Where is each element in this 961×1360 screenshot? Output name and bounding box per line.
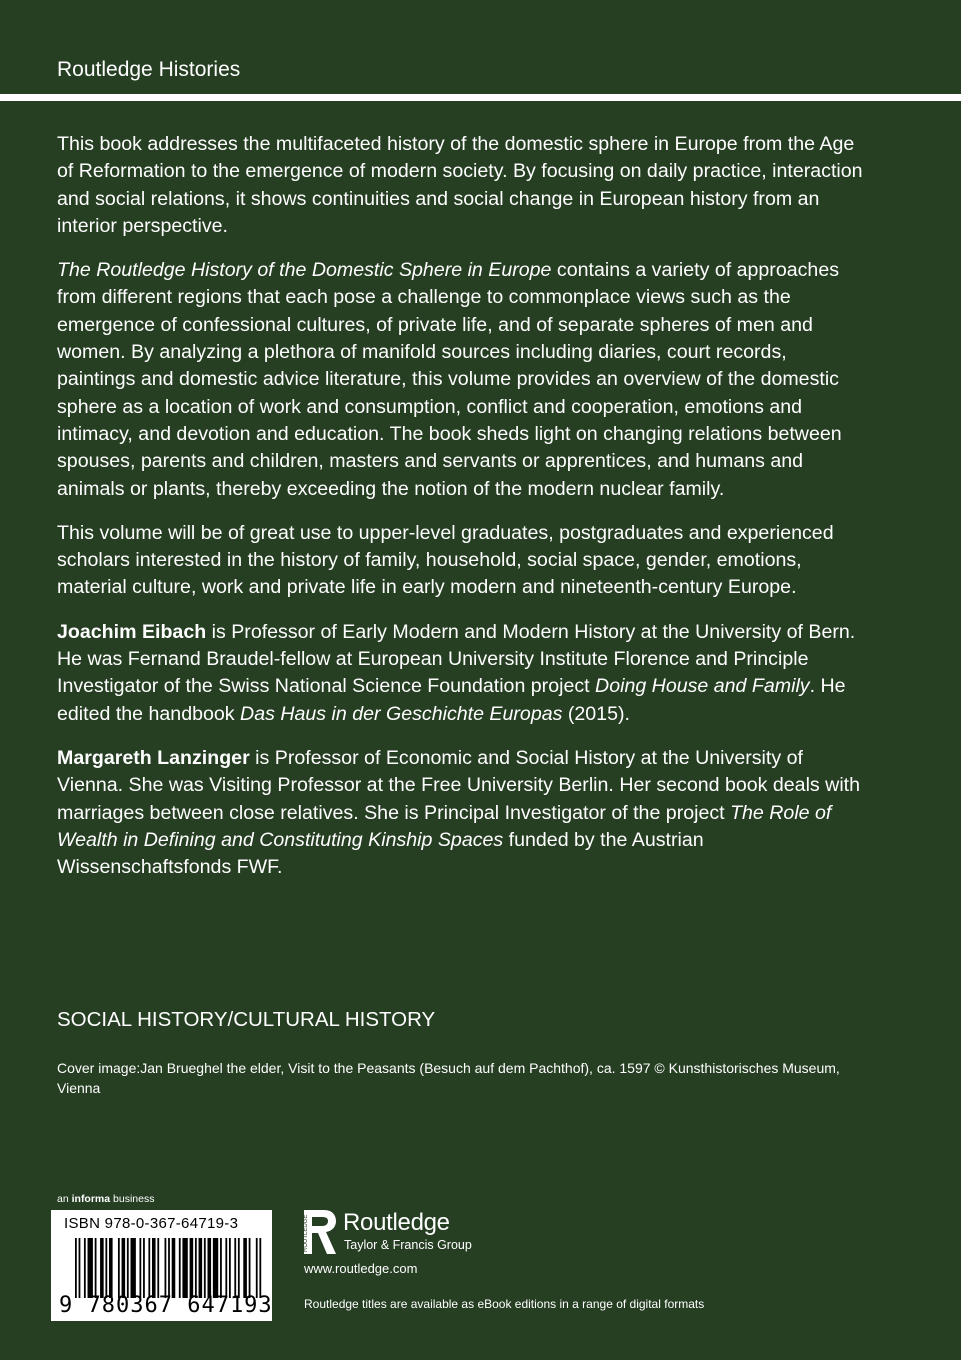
routledge-logo-icon — [302, 1208, 338, 1256]
barcode-bar — [220, 1238, 222, 1298]
barcode-bar — [190, 1238, 194, 1298]
author-bio-2 — [57, 745, 869, 881]
informa-business-tag — [57, 1192, 154, 1206]
author-bio-2-text-a: is Professor of Economic and Social History at the University of Vienna. She was Visiting Professor at the Free University Berlin. Her second book deals with marriages between close relatives. She is Principal Investigator of the project — [57, 746, 861, 824]
author-bio-1-text-c: (2015). — [562, 702, 630, 725]
back-cover-blurb — [57, 131, 869, 898]
barcode-bar — [131, 1238, 136, 1298]
barcode-bar — [256, 1238, 258, 1298]
barcode-bar — [75, 1238, 77, 1298]
barcode-bar — [79, 1238, 81, 1298]
ebook-availability-note: Routledge titles are available as eBook editions in a range of digital formats — [304, 1297, 705, 1311]
barcode-bar — [225, 1238, 227, 1298]
barcode-bar — [157, 1238, 159, 1298]
informa-brand: informa — [71, 1193, 111, 1205]
barcode-bar — [109, 1238, 113, 1298]
barcode-bar — [182, 1238, 187, 1298]
barcode-bar — [122, 1238, 126, 1298]
barcode-bar — [213, 1238, 218, 1298]
header-rule — [0, 94, 961, 101]
informa-suffix: business — [110, 1193, 155, 1205]
author-name-1: Joachim Eibach — [57, 620, 207, 643]
publisher-group: Taylor & Francis Group — [344, 1238, 472, 1252]
subject-category: SOCIAL HISTORY/CULTURAL HISTORY — [57, 1008, 436, 1031]
author-1-project: Doing House and Family — [595, 675, 810, 698]
barcode-bar — [234, 1238, 236, 1298]
author-1-handbook: Das Haus in der Geschichte Europas — [240, 702, 563, 725]
barcode-bar — [127, 1238, 129, 1298]
isbn-label: ISBN 978-0-367-64719-3 — [64, 1215, 239, 1232]
book-title: The Routledge History of the Domestic Sphere in Europe — [57, 259, 552, 282]
blurb-paragraph-3: This volume will be of great use to upper-level graduates, postgraduates and experienced scholars interested in the history of family, household, social space, gender, emotions, material culture, work and private life in early modern and nineteenth-century Europe. — [57, 521, 834, 599]
barcode-bar — [152, 1238, 156, 1298]
barcode-bar — [148, 1238, 150, 1298]
barcode-bar — [208, 1238, 212, 1298]
publisher-name: Routledge — [343, 1209, 450, 1236]
svg-text:ROUTLEDGE: ROUTLEDGE — [303, 1214, 309, 1252]
author-bio-1-text-b: . He edited the handbook — [57, 675, 846, 725]
barcode-bar — [238, 1238, 240, 1298]
author-bio-2-text-b: funded by the Austrian Wissenschaftsfonds FWF. — [57, 828, 704, 879]
blurb-paragraph-1: This book addresses the multifaceted history of the domestic sphere in Europe from the Age of Reformation to the emergence of modern society. By focusing on daily practice, interaction and social relations, it shows continuities and social change in European history from an interior perspective. — [57, 133, 863, 237]
series-title: Routledge Histories — [57, 58, 241, 81]
isbn-barcode — [51, 1210, 272, 1321]
author-bio-1 — [57, 619, 869, 728]
barcode-bar — [95, 1238, 97, 1298]
barcode-bar — [195, 1238, 197, 1298]
barcode-bar — [84, 1238, 86, 1298]
informa-prefix: an — [57, 1193, 72, 1205]
barcode-bar — [88, 1238, 93, 1298]
barcode-bar — [249, 1238, 251, 1298]
barcode-bar — [259, 1238, 261, 1298]
author-2-project: The Role of Wealth in Defining and Constituting Kinship Spaces — [57, 801, 832, 851]
barcode-bar — [165, 1238, 167, 1298]
barcode-digits: 9 780367 647193 — [59, 1293, 273, 1318]
barcode-bars — [75, 1238, 263, 1298]
barcode-bar — [143, 1238, 145, 1298]
blurb-paragraph-2-text: contains a variety of approaches from different regions that each pose a challenge to commonplace views such as the emergence of confessional cultures, of private life, and of separate spheres of men and women. By analyzing a plethora of manifold sources including diaries, court records, paintings and domestic advice literature, this volume provides an overview of the domestic sphere as a location of work and consumption, conflict and cooperation, emotions and intimacy, and devotion and education. The book sheds light on changing relations between spouses, parents and children, masters and servants or apprentices, and humans and animals or plants, thereby exceeding the notion of the modern nuclear family. — [57, 259, 842, 500]
barcode-bar — [118, 1238, 120, 1298]
cover-image-credit: Cover image:Jan Brueghel the elder, Visit to the Peasants (Besuch auf dem Pachthof), ca. 1597 © Kunsthistorisches Museum, Vienna — [57, 1060, 840, 1096]
barcode-bar — [105, 1238, 107, 1298]
barcode-bar — [199, 1238, 203, 1298]
barcode-bar — [172, 1238, 176, 1298]
barcode-bar — [179, 1238, 181, 1298]
barcode-bar — [100, 1238, 104, 1298]
barcode-bar — [229, 1238, 231, 1298]
author-bio-1-text-a: is Professor of Early Modern and Modern History at the University of Bern. He was Fernand Braudel-fellow at European University Institute Florence and Principle Investigator of the Swiss National Science Foundation project — [57, 620, 856, 698]
blurb-paragraph-2 — [57, 257, 869, 503]
barcode-bar — [139, 1238, 141, 1298]
barcode-bar — [204, 1238, 206, 1298]
publisher-url: www.routledge.com — [304, 1261, 418, 1276]
barcode-bar — [243, 1238, 247, 1298]
barcode-bar — [168, 1238, 170, 1298]
author-name-2: Margareth Lanzinger — [57, 746, 250, 769]
